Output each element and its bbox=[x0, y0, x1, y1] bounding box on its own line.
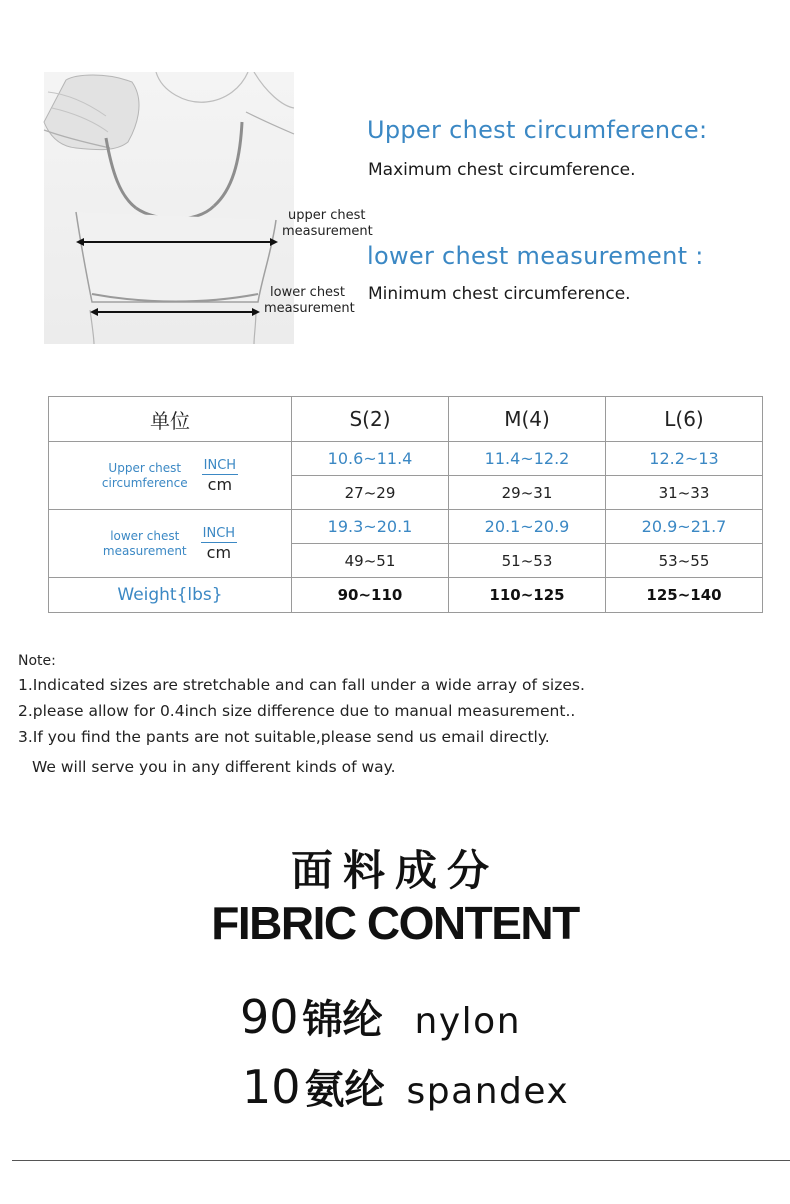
bra-measurement-illustration bbox=[36, 72, 373, 352]
spandex-name-cn: 氨纶 bbox=[304, 1067, 385, 1113]
nylon-name-cn: 锦纶 bbox=[302, 997, 383, 1043]
table-header-row bbox=[49, 397, 763, 442]
notes-title: Note: bbox=[18, 653, 56, 669]
lower-chest-name-line1: lower chest bbox=[110, 528, 180, 543]
size-chart-table bbox=[48, 396, 763, 613]
bottom-divider bbox=[12, 1160, 790, 1161]
lower-chest-group-label bbox=[49, 510, 292, 578]
lower-chest-name-line2: measurement bbox=[102, 543, 187, 558]
fabric-title-cn: 面料成分 bbox=[290, 846, 499, 895]
upper-chest-group-label bbox=[49, 442, 292, 510]
upper-chest-name-line1: Upper chest bbox=[108, 460, 182, 475]
lower-inch-l: 20.9~21.7 bbox=[606, 510, 763, 544]
lower-chest-label-line2: measurement bbox=[264, 301, 355, 316]
upper-cm-l: 31~33 bbox=[606, 476, 763, 510]
lower-chest-name bbox=[103, 529, 187, 559]
lower-chest-title: lower chest measurement : bbox=[367, 242, 704, 270]
spandex-percent: 10 bbox=[242, 1060, 301, 1114]
nylon-name-en: nylon bbox=[414, 1001, 522, 1042]
lower-chest-description: Minimum chest circumference. bbox=[368, 284, 631, 304]
size-header-s: S(2) bbox=[292, 397, 449, 442]
note-item-2: 2.please allow for 0.4inch size difference due to manual measurement.. bbox=[18, 702, 576, 720]
notes-section bbox=[18, 650, 585, 780]
note-item-1: 1.Indicated sizes are stretchable and can fall under a wide array of sizes. bbox=[18, 676, 585, 694]
weight-s: 90~110 bbox=[292, 578, 449, 613]
upper-unit-fraction bbox=[202, 458, 238, 494]
fabric-component-spandex bbox=[242, 1058, 569, 1115]
size-header-l: L(6) bbox=[606, 397, 763, 442]
weight-m: 110~125 bbox=[449, 578, 606, 613]
upper-chest-description: Maximum chest circumference. bbox=[368, 160, 636, 180]
upper-cm-m: 29~31 bbox=[449, 476, 606, 510]
lower-cm-m: 51~53 bbox=[449, 544, 606, 578]
spandex-name-en: spandex bbox=[406, 1071, 570, 1112]
size-header-m: M(4) bbox=[449, 397, 606, 442]
fabric-title-en: FIBRIC CONTENT bbox=[211, 897, 579, 949]
upper-chest-title: Upper chest circumference: bbox=[367, 116, 708, 144]
upper-cm-s: 27~29 bbox=[292, 476, 449, 510]
fabric-component-nylon bbox=[240, 988, 521, 1045]
lower-inch-m: 20.1~20.9 bbox=[449, 510, 606, 544]
lower-unit-cm: cm bbox=[206, 542, 232, 562]
upper-chest-name bbox=[102, 461, 188, 491]
nylon-percent: 90 bbox=[240, 990, 299, 1044]
weight-label: Weight{lbs} bbox=[49, 578, 292, 613]
lower-chest-inch-row bbox=[49, 510, 763, 544]
weight-l: 125~140 bbox=[606, 578, 763, 613]
upper-chest-inch-row bbox=[49, 442, 763, 476]
upper-inch-m: 11.4~12.2 bbox=[449, 442, 606, 476]
lower-chest-label bbox=[264, 285, 355, 317]
lower-unit-inch: INCH bbox=[202, 525, 236, 541]
upper-inch-l: 12.2~13 bbox=[606, 442, 763, 476]
weight-row bbox=[49, 578, 763, 613]
lower-cm-s: 49~51 bbox=[292, 544, 449, 578]
notes-closing: We will serve you in any different kinds of way. bbox=[32, 758, 396, 776]
note-item-3: 3.If you find the pants are not suitable,please send us email directly. bbox=[18, 728, 550, 746]
lower-cm-l: 53~55 bbox=[606, 544, 763, 578]
lower-unit-fraction bbox=[201, 526, 237, 562]
upper-chest-label-line1: upper chest bbox=[288, 208, 366, 223]
upper-chest-name-line2: circumference bbox=[101, 475, 188, 490]
unit-header-cell: 单位 bbox=[49, 397, 292, 442]
lower-chest-label-line1: lower chest bbox=[270, 285, 345, 300]
lower-inch-s: 19.3~20.1 bbox=[292, 510, 449, 544]
upper-chest-label bbox=[282, 208, 373, 240]
upper-unit-inch: INCH bbox=[203, 457, 237, 473]
upper-unit-cm: cm bbox=[207, 474, 233, 494]
upper-inch-s: 10.6~11.4 bbox=[292, 442, 449, 476]
upper-chest-label-line2: measurement bbox=[282, 224, 373, 239]
